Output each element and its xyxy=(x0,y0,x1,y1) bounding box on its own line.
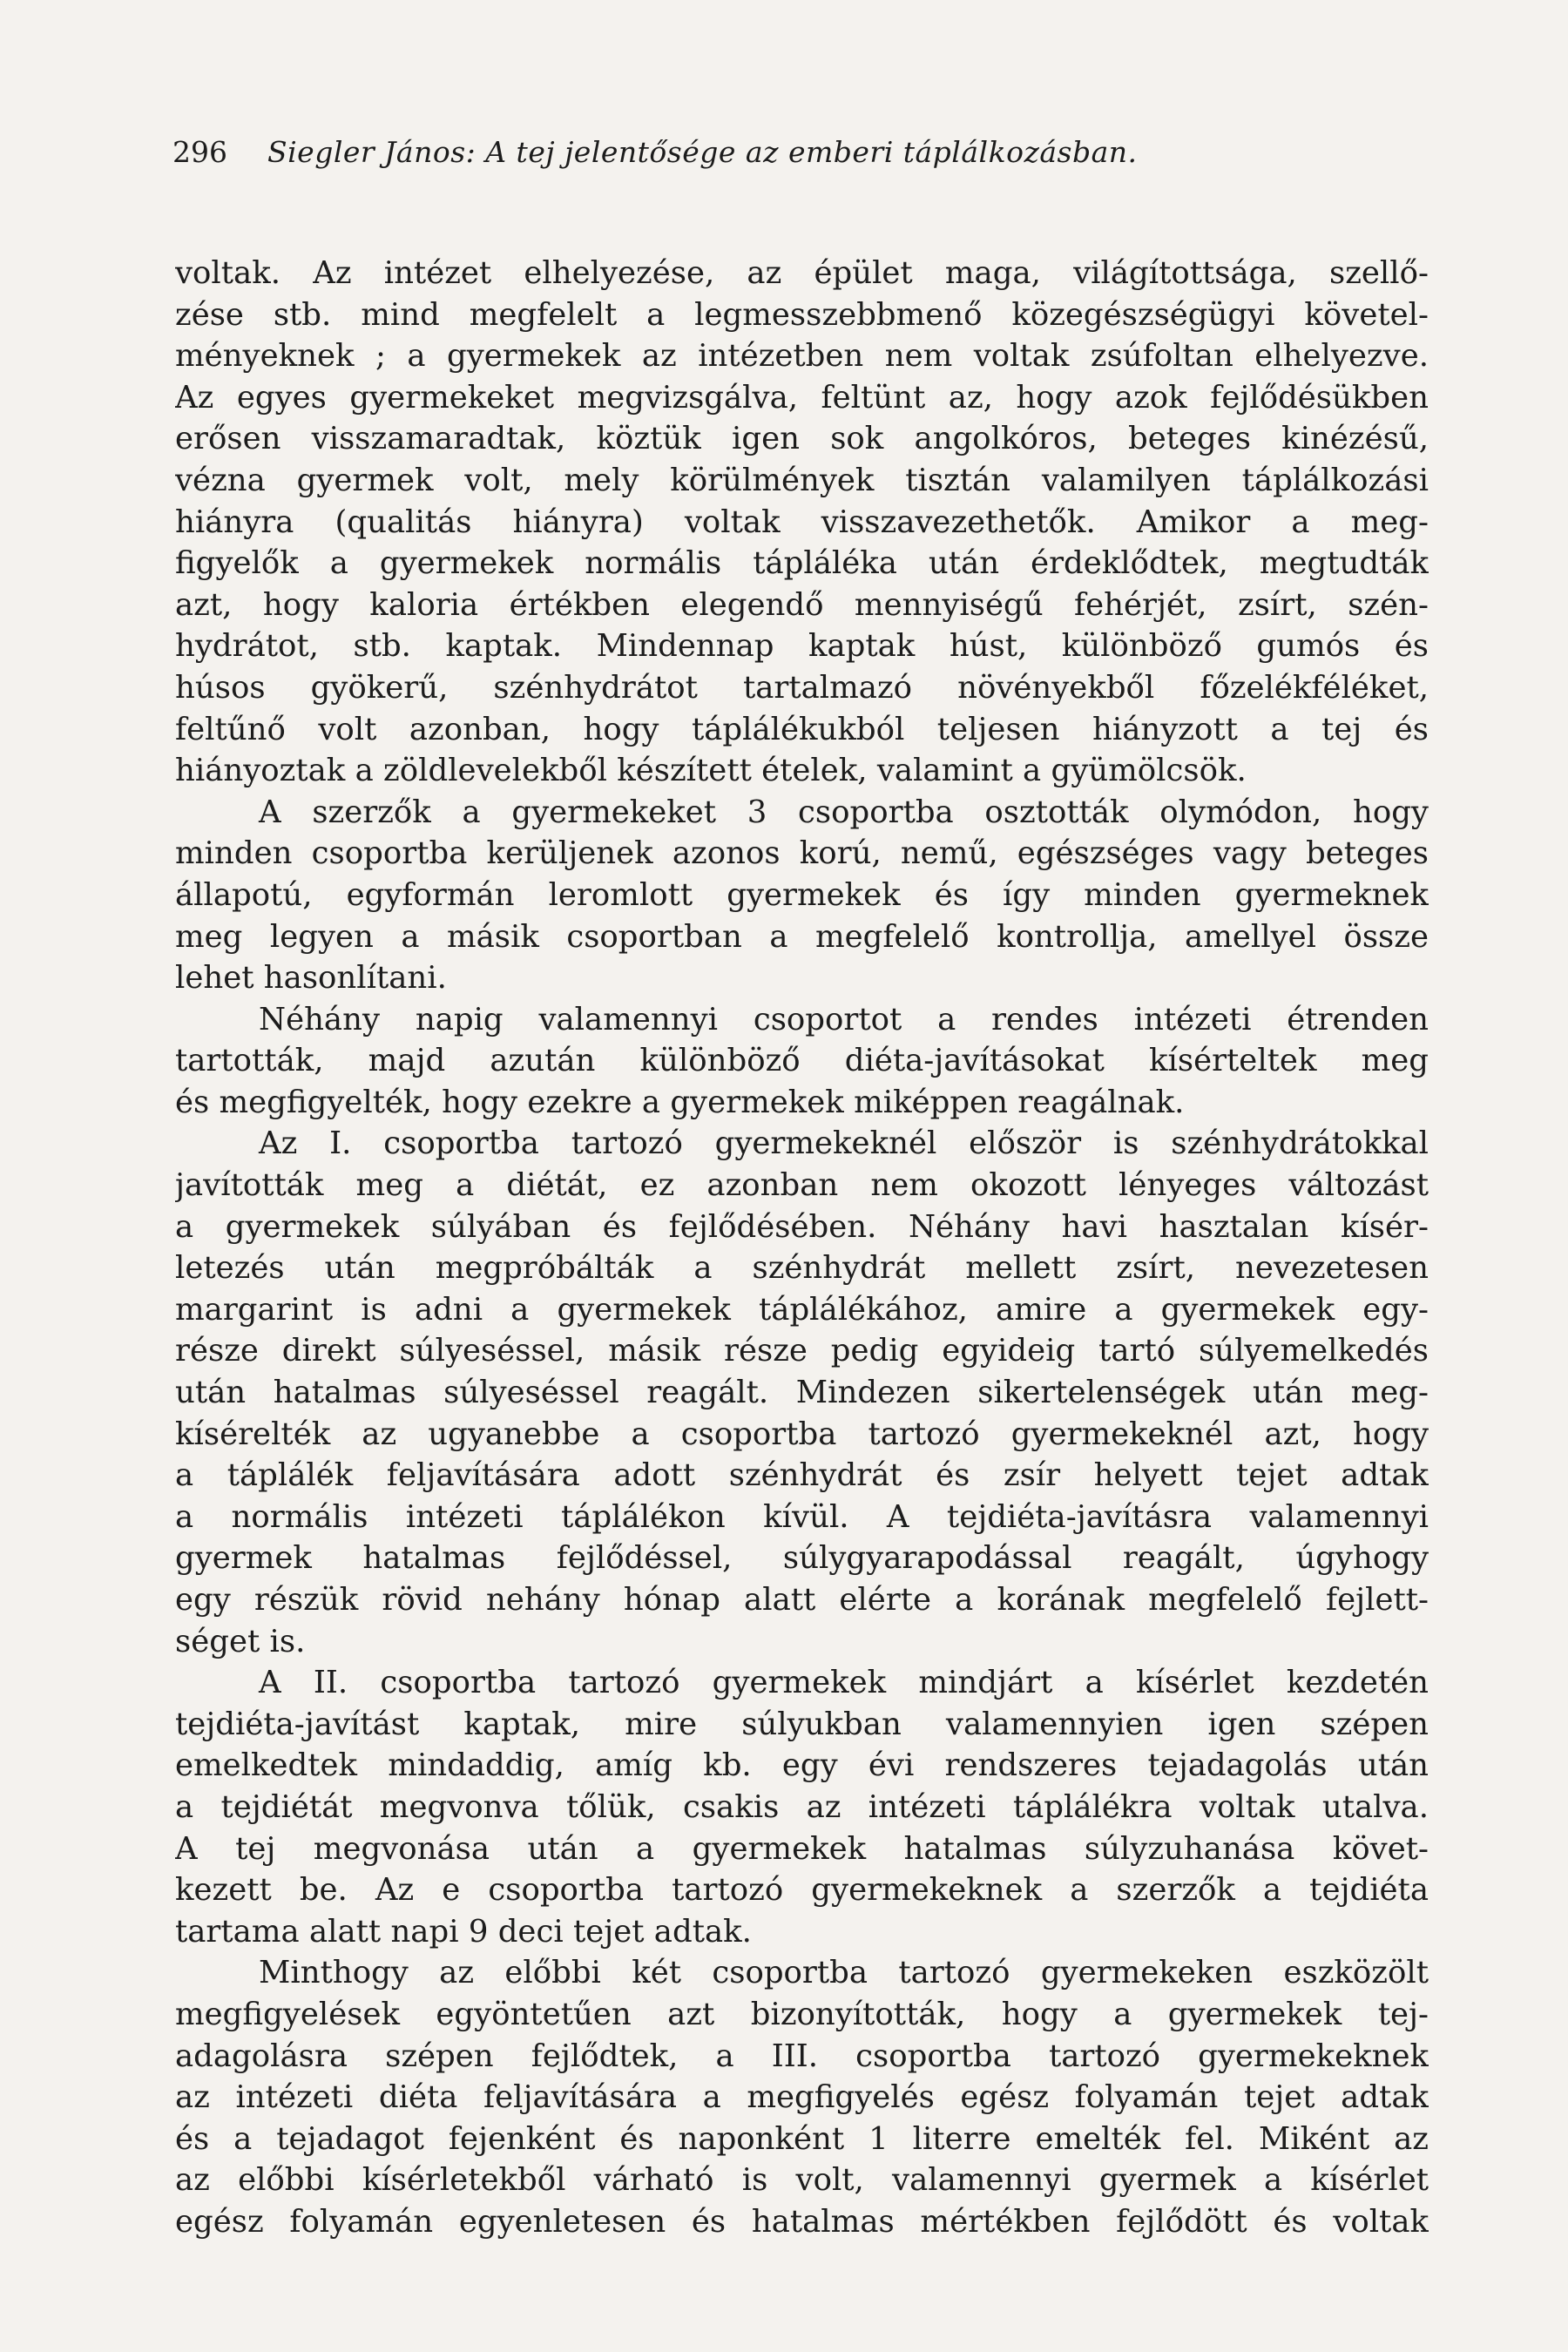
running-title: Siegler János: A tej jelentősége az emberi táplálkozásban. xyxy=(267,135,1138,169)
text-line: és megfigyelték, hogy ezekre a gyermekek miképpen reagálnak. xyxy=(175,1084,1185,1120)
text-line: javították meg a diétát, ez azonban nem okozott lényeges változást xyxy=(175,1167,1429,1204)
text-line: meg legyen a másik csoportban a megfelelő kontrollja, amellyel össze xyxy=(175,918,1429,955)
text-line: az előbbi kísérletekből várható is volt, valamennyi gyermek a kísérlet xyxy=(175,2162,1429,2199)
text-line: margarint is adni a gyermekek táplálékához, amire a gyermekek egy- xyxy=(175,1291,1429,1328)
text-line: a gyermekek súlyában és fejlődésében. Néhány havi hasztalan kísér- xyxy=(175,1208,1429,1245)
text-line: hiányra (qualitás hiányra) voltak visszavezethetők. Amikor a meg- xyxy=(175,504,1429,540)
text-line: A tej megvonása után a gyermekek hatalmas súlyzuhanása követ- xyxy=(175,1830,1429,1867)
text-line: után hatalmas súlyeséssel reagált. Mindezen sikertelenségek után meg- xyxy=(175,1375,1429,1411)
text-line: zése stb. mind megfelelt a legmesszebbmenő közegészségügyi követel- xyxy=(175,296,1429,333)
text-line: megfigyelések egyöntetűen azt bizonyították, hogy a gyermekek tej- xyxy=(175,1996,1429,2032)
text-line: Néhány napig valamennyi csoportot a rendes intézeti étrenden xyxy=(259,1001,1429,1037)
text-line: Az I. csoportba tartozó gyermekeknél először is szénhydrátokkal xyxy=(259,1125,1429,1162)
text-line: egész folyamán egyenletesen és hatalmas mértékben fejlődött és voltak xyxy=(175,2203,1429,2240)
text-line: állapotú, egyformán leromlott gyermekek és így minden gyermeknek xyxy=(175,876,1429,913)
text-line: a táplálék feljavítására adott szénhydrát és zsír helyett tejet adtak xyxy=(175,1457,1429,1494)
text-line: erősen visszamaradtak, köztük igen sok angolkóros, beteges kinézésű, xyxy=(175,421,1429,457)
text-line: a normális intézeti táplálékon kívül. A tejdiéta-javításra valamennyi xyxy=(175,1498,1429,1535)
running-header xyxy=(172,131,1409,174)
text-line: Minthogy az előbbi két csoportba tartozó gyermekeken eszközölt xyxy=(259,1955,1429,1991)
text-line: azt, hogy kaloria értékben elegendő mennyiségű fehérjét, zsírt, szén- xyxy=(175,586,1429,623)
text-line: lehet hasonlítani. xyxy=(175,960,447,997)
text-line: voltak. Az intézet elhelyezése, az épület maga, világítottsága, szellő- xyxy=(175,255,1429,291)
text-line: része direkt súlyeséssel, másik része pedig egyideig tartó súlyemelkedés xyxy=(175,1333,1429,1369)
text-line: Az egyes gyermekeket megvizsgálva, feltünt az, hogy azok fejlődésükben xyxy=(175,379,1429,416)
page-number: 296 xyxy=(172,135,227,169)
text-line: emelkedtek mindaddig, amíg kb. egy évi rendszeres tejadagolás után xyxy=(175,1747,1429,1784)
text-line: letezés után megpróbálták a szénhydrát mellett zsírt, nevezetesen xyxy=(175,1250,1429,1287)
text-line: adagolásra szépen fejlődtek, a III. csoportba tartozó gyermekeknek xyxy=(175,2038,1429,2074)
text-line: kezett be. Az e csoportba tartozó gyermekeknek a szerzők a tejdiéta xyxy=(175,1872,1429,1909)
text-line: gyermek hatalmas fejlődéssel, súlygyarapodással reagált, úgyhogy xyxy=(175,1540,1429,1577)
text-line: ményeknek ; a gyermekek az intézetben nem voltak zsúfoltan elhelyezve. xyxy=(175,338,1429,375)
text-line: A II. csoportba tartozó gyermekek mindjárt a kísérlet kezdetén xyxy=(259,1665,1429,1701)
text-line: tartották, majd azután különböző diéta-javításokat kísérteltek meg xyxy=(175,1043,1429,1079)
text-line: A szerzők a gyermekeket 3 csoportba osztották olymódon, hogy xyxy=(259,794,1429,830)
text-line: húsos gyökerű, szénhydrátot tartalmazó növényekből főzelékféléket, xyxy=(175,669,1429,706)
text-line: a tejdiétát megvonva tőlük, csakis az intézeti táplálékra voltak utalva. xyxy=(175,1788,1429,1825)
text-line: az intézeti diéta feljavítására a megfigyelés egész folyamán tejet adtak xyxy=(175,2079,1429,2116)
text-line: egy részük rövid nehány hónap alatt elérte a korának megfelelő fejlett- xyxy=(175,1582,1429,1618)
text-line: hiányoztak a zöldlevelekből készített ételek, valamint a gyümölcsök. xyxy=(175,753,1247,789)
text-line: kísérelték az ugyanebbe a csoportba tartozó gyermekeknél azt, hogy xyxy=(175,1416,1429,1452)
text-line: vézna gyermek volt, mely körülmények tisztán valamilyen táplálkozási xyxy=(175,462,1429,498)
body-text xyxy=(175,253,1429,2243)
text-line: feltűnő volt azonban, hogy táplálékukból teljesen hiányzott a tej és xyxy=(175,711,1429,747)
text-line: séget is. xyxy=(175,1623,306,1659)
text-line: figyelők a gyermekek normális tápláléka után érdeklődtek, megtudták xyxy=(175,545,1429,582)
text-line: tejdiéta-javítást kaptak, mire súlyukban valamennyien igen szépen xyxy=(175,1706,1429,1742)
text-line: minden csoportba kerüljenek azonos korú, nemű, egészséges vagy beteges xyxy=(175,835,1429,872)
text-line: és a tejadagot fejenként és naponként 1 literre emelték fel. Miként az xyxy=(175,2120,1429,2157)
text-line: tartama alatt napi 9 deci tejet adtak. xyxy=(175,1913,752,1950)
text-line: hydrátot, stb. kaptak. Mindennap kaptak húst, különböző gumós és xyxy=(175,628,1429,665)
